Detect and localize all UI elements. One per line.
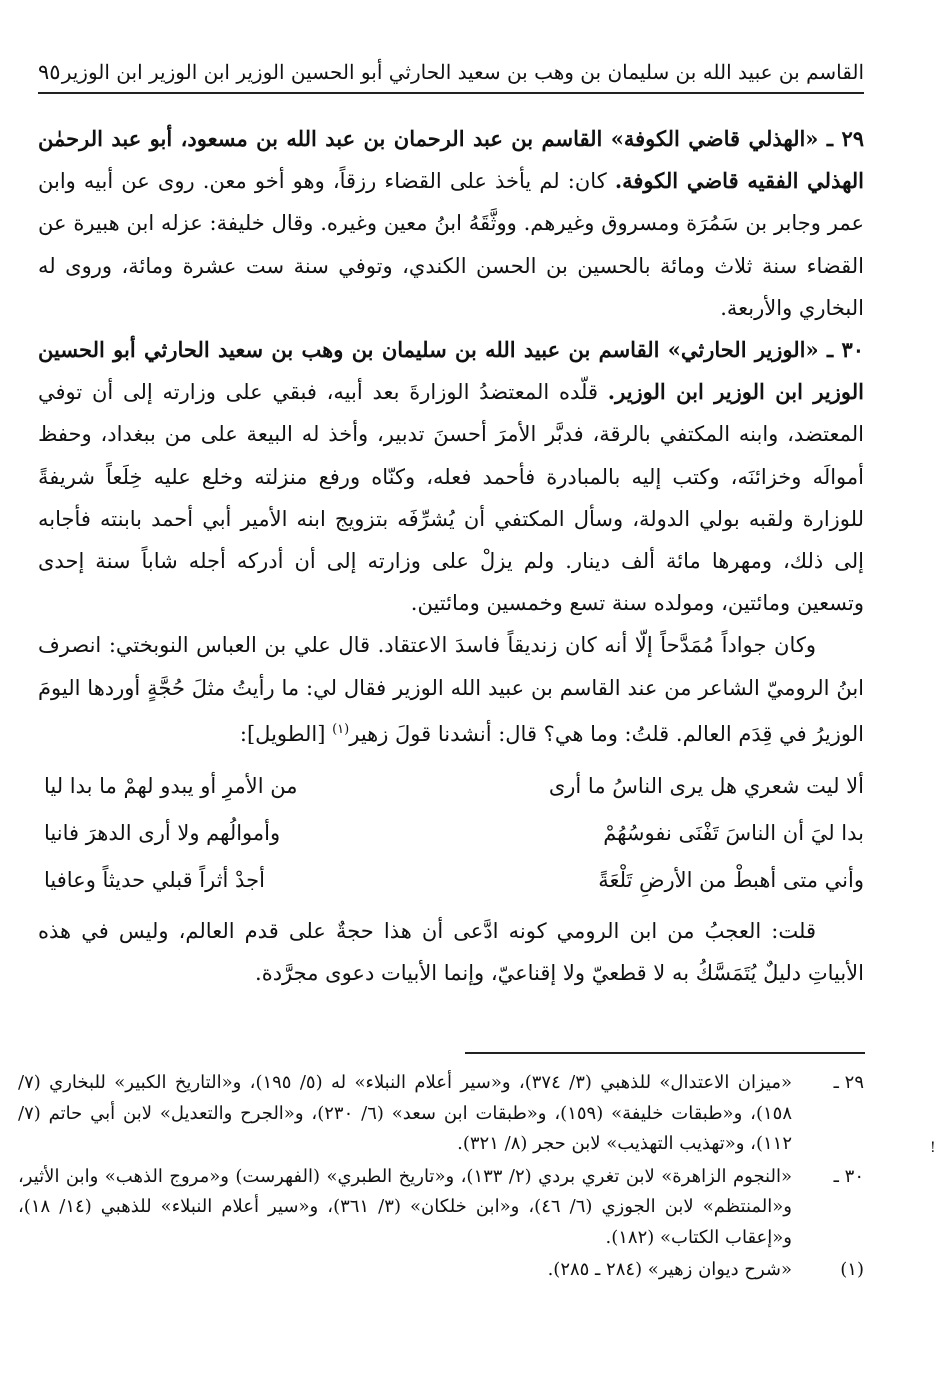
entry-heading: ٢٩ ـ «الهذلي قاضي الكوفة» القاسم بن عبد الرحمان بن عبد الله بن مسعود، أبو عبد الرحمٰن الهذلي الفقيه قاضي الكوفة. (38, 126, 865, 194)
narrative-paragraph (38, 624, 864, 755)
verse-line (38, 857, 864, 904)
poem (38, 763, 864, 904)
footnote-number: ٣٠ ـ (833, 1165, 864, 1187)
main-text (38, 118, 864, 994)
footnote-divider (465, 1052, 865, 1054)
paragraph-text: وكان جواداً مُمَدَّحاً إلّا أنه كان زنديقاً فاسدَ الاعتقاد. قال علي بن العباس النوبختي: انصرف ابنُ الروميّ الشاعر من عند القاسم بن عبيد الله الوزير فقال لي: ما رأيتُ مثلَ حُجَّةٍ أوردها اليومَ الوزيرُ في قِدَم العالم. قلتُ: وما هي؟ قال: أنشدنا قولَ زهير (38, 633, 864, 746)
first-hemistich: وأني متى أهبطْ من الأرضِ تَلْعَةً (598, 868, 864, 893)
footnote (18, 1162, 864, 1254)
page-number: ٩٥ (38, 60, 61, 84)
margin-mark: ! (930, 1140, 936, 1156)
verse-line (38, 810, 864, 857)
footnote-reference: (١) (332, 721, 350, 737)
footnote (18, 1068, 864, 1160)
first-hemistich: ألا ليت شعري هل يرى الناسُ ما أرى (548, 774, 864, 799)
verse-line (38, 763, 864, 810)
footnotes (18, 1068, 864, 1288)
entry-body: كان: لم يأخذ على القضاء رزقاً، وهو أخو معن. روى عن أبيه وابن عمر وجابر بن سَمُرَة ومسروق وغيرهم. ووثَّقَهُ ابنُ معين وغيره. وقال خليفة: عزله ابن هبيرة عن القضاء سنة ثلاث ومائة بالحسين بن الحسن الكندي، وتوفي سنة ست عشرة ومائة، وروى له البخاري والأربعة. (38, 169, 864, 320)
footnote-text: «ميزان الاعتدال» للذهبي (٣/ ٣٧٤)، و«سير أعلام النبلاء» له (٥/ ١٩٥)، و«التاريخ الكبير» للبخاري (٧/ ١٥٨)، و«طبقات خليفة» (١٥٩)، و«طبقات ابن سعد» (٦/ ٢٣٠)، و«الجرح والتعديل» لابن أبي حاتم (٧/ ١١٢)، و«تهذيب التهذيب» لابن حجر (٨/ ٣٢١). (18, 1072, 792, 1154)
footnote-number: (١) (840, 1259, 864, 1280)
first-hemistich: بدا ليَ أن الناسَ تَفْنَى نفوسُهُمْ (603, 821, 864, 846)
second-hemistich: أجدْ أثراً قبلي حديثاً وعافيا (44, 868, 265, 893)
running-head: القاسم بن عبيد الله بن سليمان بن وهب بن سعيد الحارثي أبو الحسين الوزير ابن الوزير ابن الوزير (61, 60, 864, 84)
footnote-text: «النجوم الزاهرة» لابن تغري بردي (٢/ ١٣٣)، و«تاريخ الطبري» (الفهرست) و«مروج الذهب» وابن الأثير، و«المنتظم» لابن الجوزي (٦/ ٤٦)، و«ابن خلكان» (٣/ ٣٦١)، و«سير أعلام النبلاء» للذهبي (١٤/ ١٨)، و«إعقاب الكتاب» (١٨٢). (18, 1165, 792, 1248)
second-hemistich: وأموالُهم ولا أرى الدهرَ فانيا (44, 821, 281, 846)
closing-paragraph: قلت: العجبُ من ابن الرومي كونه ادَّعى أن هذا حجةٌ على قدم العالم، وليس في هذه الأبياتِ دليلٌ يُتَمَسَّكُ به لا قطعيّ ولا إقناعيّ، وإنما الأبيات دعوى مجرَّدة. (38, 919, 864, 986)
entry-heading: ٣٠ ـ «الوزير الحارثي» القاسم بن عبيد الله بن سليمان بن وهب بن سعيد الحارثي أبو الحسين الوزير ابن الوزير ابن الوزير. (38, 337, 864, 405)
page-header (38, 56, 864, 94)
footnote (18, 1255, 864, 1286)
entry-30 (38, 329, 864, 624)
meter-label: [الطويل]: (239, 721, 333, 746)
footnote-number: ٢٩ ـ (833, 1072, 864, 1093)
second-hemistich: من الأمرِ أو يبدو لهمْ ما بدا ليا (44, 774, 298, 799)
footnote-text: «شرح ديوان زهير» (٢٨٤ ـ ٢٨٥). (547, 1259, 792, 1280)
entry-29 (38, 118, 864, 329)
entry-body: قلّده المعتضدُ الوزارةَ بعد أبيه، فبقي على وزارته إلى أن توفي المعتضد، وابنه المكتفي بالرقة، فدبَّر الأمرَ أحسنَ تدبير، وأخذ له البيعة على من ببغداد، وحفظ أموالَه وخزائنَه، وكتب إليه بالمبادرة فأحمد فعله، وكنّاه ورفع منزلته وخلع عليه خِلَعاً شريفةً للوزارة ولقبه بولي الدولة، وسأل المكتفي أن يُشرِّفَه بتزويج ابنه الأمير أبي أحمد بابنته فأجابه إلى ذلك، ومهرها مائة ألف دينار. ولم يزلْ على وزارته إلى أن أدركه أجله شاباً سنة إحدى وتسعين ومائتين، ومولده سنة تسع وخمسين ومائتين. (38, 380, 864, 616)
